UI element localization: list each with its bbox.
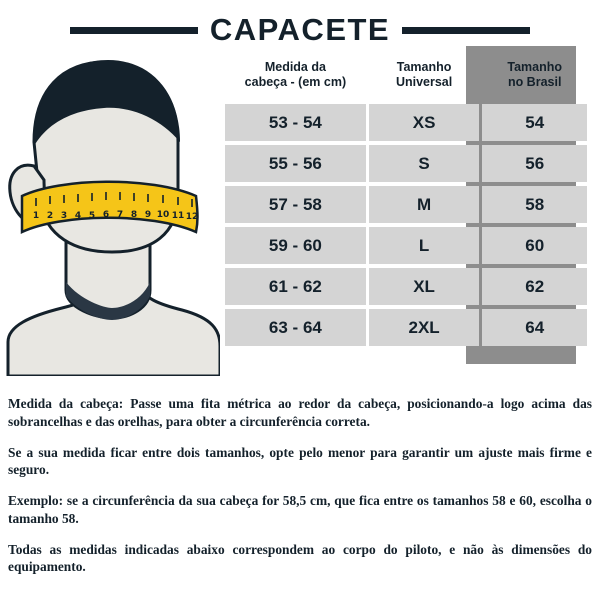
header-brazil-size: [482, 56, 587, 100]
title-rule-left: [70, 27, 198, 34]
cell-brasil: 64: [482, 309, 587, 346]
table-row: [225, 104, 587, 141]
svg-text:11: 11: [171, 211, 185, 221]
header-brazil-line2: no Brasil: [507, 75, 562, 89]
svg-text:12: 12: [185, 212, 199, 222]
svg-text:4: 4: [74, 211, 82, 221]
svg-text:2: 2: [46, 211, 54, 221]
instructions-block: [8, 382, 592, 576]
cell-brasil: 60: [482, 227, 587, 264]
cell-cm: 57 - 58: [225, 186, 366, 223]
size-table-container: [222, 52, 590, 350]
header-universal-line1: Tamanho: [396, 60, 452, 74]
svg-text:5: 5: [88, 211, 96, 221]
cell-universal: 2XL: [369, 309, 480, 346]
table-row: [225, 227, 587, 264]
cell-universal: M: [369, 186, 480, 223]
note-between-sizes: Se a sua medida ficar entre dois tamanhos, opte pelo menor para garantir um ajuste mais firme e seguro.: [8, 444, 592, 478]
cell-universal: S: [369, 145, 480, 182]
cell-cm: 55 - 56: [225, 145, 366, 182]
svg-text:10: 10: [156, 210, 170, 220]
page-title-text: CAPACETE: [209, 12, 391, 47]
cell-cm: 53 - 54: [225, 104, 366, 141]
title-rule-right: [402, 27, 530, 34]
cell-cm: 63 - 64: [225, 309, 366, 346]
svg-text:6: 6: [102, 210, 110, 220]
header-head-measure-line2: cabeça - (em cm): [244, 75, 347, 89]
note-example: Exemplo: se a circunferência da sua cabeça for 58,5 cm, que fica entre os tamanhos 58 e 60, escolha o tamanho 58.: [8, 493, 592, 526]
cell-universal: XL: [369, 268, 480, 305]
cell-cm: 61 - 62: [225, 268, 366, 305]
cell-universal: L: [369, 227, 480, 264]
table-row: [225, 309, 587, 346]
svg-text:1: 1: [32, 211, 40, 221]
header-brazil-line1: Tamanho: [507, 60, 563, 74]
table-row: [225, 145, 587, 182]
svg-text:3: 3: [60, 211, 68, 221]
table-header-row: [225, 56, 587, 100]
note-body-measurements: Todas as medidas indicadas abaixo correspondem ao corpo do piloto, e não às dimensões do equipamento.: [8, 541, 592, 575]
cell-brasil: 56: [482, 145, 587, 182]
cell-brasil: 62: [482, 268, 587, 305]
svg-text:8: 8: [130, 210, 138, 220]
header-head-measure-line1: Medida da: [264, 60, 326, 74]
svg-text:7: 7: [116, 210, 124, 220]
table-row: [225, 186, 587, 223]
header-universal-line2: Universal: [395, 75, 453, 89]
page-title: [0, 10, 600, 50]
size-table: [222, 52, 590, 350]
table-row: [225, 268, 587, 305]
cell-cm: 59 - 60: [225, 227, 366, 264]
header-head-measure: [225, 56, 366, 100]
header-universal-size: [369, 56, 480, 100]
cell-universal: XS: [369, 104, 480, 141]
head-illustration: [0, 46, 220, 376]
cell-brasil: 58: [482, 186, 587, 223]
svg-text:9: 9: [144, 210, 152, 220]
note-measure-instruction: Medida da cabeça: Passe uma fita métrica ao redor da cabeça, posicionando-a logo acima das sobrancelhas e das orelhas, para obter a circunferência correta.: [8, 396, 592, 429]
cell-brasil: 54: [482, 104, 587, 141]
